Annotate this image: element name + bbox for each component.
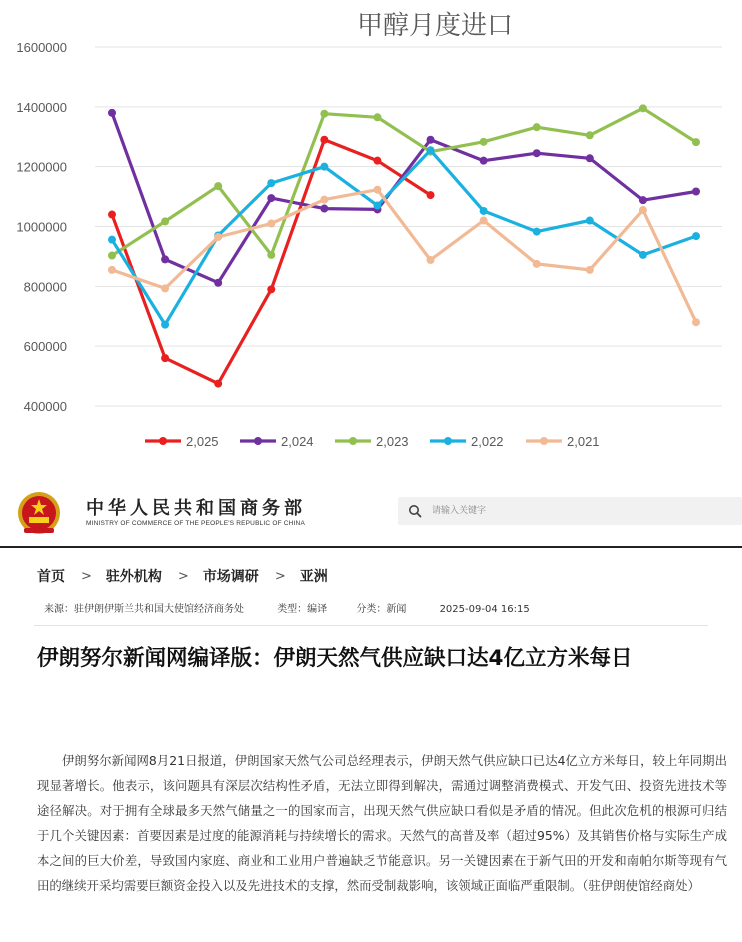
data-point	[692, 318, 700, 326]
legend-marker	[349, 437, 357, 445]
meta-source: 来源：驻伊朗伊斯兰共和国大使馆经济商务处	[44, 604, 244, 615]
data-point	[533, 123, 541, 131]
data-point	[108, 109, 116, 117]
legend-item	[145, 434, 219, 449]
legend-marker	[254, 437, 262, 445]
ministry-name-cn: 中华人民共和国商务部	[86, 498, 306, 519]
breadcrumb-separator: >	[177, 568, 189, 584]
y-tick-label: 1000000	[16, 219, 67, 235]
data-point	[214, 380, 222, 388]
data-point	[161, 284, 169, 292]
data-point	[108, 236, 116, 244]
methanol-import-chart	[0, 0, 742, 470]
data-point	[267, 194, 275, 202]
data-point	[320, 136, 328, 144]
data-point	[108, 266, 116, 274]
data-point	[692, 187, 700, 195]
data-point	[214, 279, 222, 287]
legend-item	[526, 434, 600, 449]
data-point	[161, 321, 169, 329]
national-emblem-icon	[14, 490, 64, 536]
data-point	[373, 202, 381, 210]
breadcrumb-overseas-offices[interactable]: 驻外机构	[105, 569, 162, 585]
data-point	[161, 255, 169, 263]
series-line	[112, 140, 431, 384]
data-point	[427, 191, 435, 199]
data-point	[427, 146, 435, 154]
data-point	[586, 266, 594, 274]
search-box[interactable]	[398, 497, 742, 525]
data-point	[639, 196, 647, 204]
data-point	[533, 260, 541, 268]
series-line	[112, 150, 696, 324]
data-point	[108, 252, 116, 260]
data-point	[267, 179, 275, 187]
data-point	[320, 205, 328, 213]
legend-marker	[540, 437, 548, 445]
chart-svg	[0, 0, 742, 470]
data-point	[586, 154, 594, 162]
data-point	[267, 251, 275, 259]
series-lines	[108, 104, 700, 387]
article-body: 伊朗努尔新闻网8月21日报道，伊朗国家天然气公司总经理表示，伊朗天然气供应缺口已达4亿立方米每日，较上年同期出现显著增长。他表示，该问题具有深层次结构性矛盾，无法立即得到解决，需通过调整消费模式、开发气田、投资先进技术等途径解决。对于拥有全球最多天然气储量之一的国家而言，出现天然气供应缺口看似是矛盾的情况。但此次危机的根源可归结于几个关键因素：首要因素是过度的能源消耗与持续增长的需求。天然气的高普及率（超过95%）及其销售价格与实际生产成本之间的巨大价差，导致国内家庭、商业和工业用户普遍缺乏节能意识。另一关键因素在于新气田的开发和南帕尔斯等现有气田的继续开采均需要巨额资金投入以及先进技术的支撑，然而受制裁影响，该领域正面临严重限制。（驻伊朗使馆经商处）	[37, 753, 727, 893]
data-point	[373, 113, 381, 121]
article-title: 伊朗努尔新闻网编译版：伊朗天然气供应缺口达4亿立方米每日	[37, 646, 633, 671]
legend-item	[430, 434, 504, 449]
data-point	[320, 110, 328, 118]
legend-marker	[444, 437, 452, 445]
data-point	[267, 285, 275, 293]
breadcrumb-asia[interactable]: 亚洲	[299, 569, 328, 585]
legend-label: 2,021	[567, 434, 600, 449]
data-point	[639, 104, 647, 112]
meta-divider	[34, 625, 708, 626]
data-point	[214, 182, 222, 190]
meta-date: 2025-09-04 16:15	[439, 604, 530, 615]
data-point	[320, 196, 328, 204]
breadcrumb-separator: >	[81, 568, 92, 584]
data-point	[108, 211, 116, 219]
legend-label: 2,025	[186, 434, 219, 449]
data-point	[533, 149, 541, 157]
breadcrumb	[37, 566, 328, 586]
y-axis-ticks	[16, 40, 67, 414]
data-point	[373, 157, 381, 165]
y-tick-label: 1400000	[16, 99, 67, 115]
legend-item	[240, 434, 314, 449]
data-point	[586, 217, 594, 225]
breadcrumb-market-research[interactable]: 市场调研	[202, 569, 259, 585]
data-point	[480, 207, 488, 215]
breadcrumb-separator: >	[274, 568, 286, 584]
data-point	[161, 217, 169, 225]
meta-type: 类型：编译	[277, 604, 328, 615]
data-point	[533, 228, 541, 236]
series-4	[108, 186, 700, 327]
y-tick-label: 400000	[23, 399, 67, 414]
data-point	[427, 256, 435, 264]
ministry-name-en: MINISTRY OF COMMERCE OF THE PEOPLE'S REPUBLIC OF CHINA	[86, 520, 305, 527]
series-0	[108, 136, 435, 388]
data-point	[639, 251, 647, 259]
data-point	[267, 220, 275, 228]
legend-label: 2,023	[376, 434, 409, 449]
chart-title: 甲醇月度进口	[356, 11, 514, 41]
site-header	[0, 470, 742, 548]
data-point	[320, 163, 328, 171]
legend-label: 2,022	[471, 434, 504, 449]
data-point	[692, 232, 700, 240]
data-point	[214, 233, 222, 241]
legend-label: 2,024	[281, 434, 314, 449]
data-point	[586, 131, 594, 139]
legend-item	[335, 434, 409, 449]
article-meta	[44, 600, 530, 615]
data-point	[639, 206, 647, 214]
data-point	[480, 157, 488, 165]
legend	[145, 434, 600, 449]
legend-marker	[159, 437, 167, 445]
data-point	[480, 138, 488, 146]
breadcrumb-home[interactable]: 首页	[37, 569, 65, 585]
data-point	[161, 354, 169, 362]
data-point	[480, 217, 488, 225]
data-point	[692, 138, 700, 146]
data-point	[427, 136, 435, 144]
y-tick-label: 800000	[23, 279, 67, 295]
series-line	[112, 190, 696, 323]
y-tick-label: 600000	[23, 339, 67, 355]
y-tick-label: 1200000	[16, 159, 67, 175]
data-point	[373, 186, 381, 194]
y-tick-label: 1600000	[16, 40, 67, 55]
meta-category: 分类：新闻	[356, 604, 407, 615]
search-input[interactable]	[432, 497, 732, 525]
search-icon[interactable]	[408, 504, 422, 518]
